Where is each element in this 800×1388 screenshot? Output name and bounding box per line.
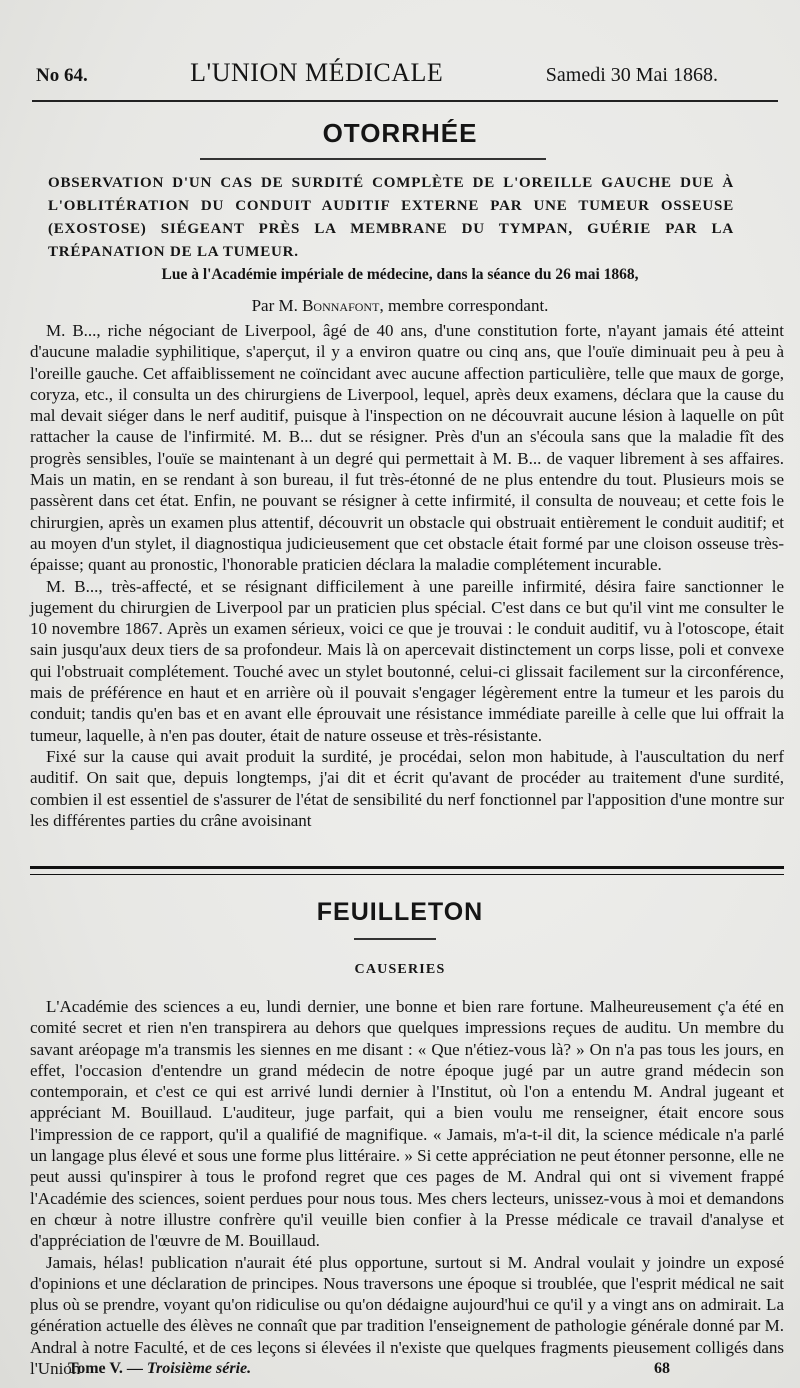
feuilleton-body	[30, 996, 784, 1379]
feuilleton-heading: CAUSERIES	[354, 962, 446, 977]
page-number: 68	[654, 1360, 670, 1377]
feuilleton-title: FEUILLETON	[316, 898, 484, 926]
footer-volume	[68, 1360, 251, 1378]
feuilleton-paragraph: L'Académie des sciences a eu, lundi dernier, une bonne et bien rare fortune. Malheureusement ç'a été en comité secret et rien n'en transpirera au dehors que quelques impressions reçues de auditu. Un membre du savant aréopage m'a transmis les siennes en me disant : « Que n'étiez-vous là? » On n'a pas tous les jours, en effet, l'occasion d'entendre un grand médecin de notre époque jugé par un autre grand médecin son contemporain, et c'est ce qui est arrivé lundi dernier à l'Institut, où l'on a entendu M. Andral jugeant et appréciant M. Bouillaud. L'auditeur, juge parfait, qui a bien voulu me renseigner, était encore sous l'impression de ce rapport, qu'il a qualifié de magnifique. « Jamais, m'a-t-il dit, la science médicale n'a parlé un langage plus élevé et sous une forme plus littéraire. » Si cette appréciation ne peut étonner personne, elle ne peut aussi qu'inspirer à tous le profond regret que ces pages de M. Andral qui ont si vivement frappé l'Académie des sciences, soient perdues pour nous tous. Mes chers lecteurs, unissez-vous à moi et demandons en chœur à notre illustre confrère qu'il veuille bien confier à la Presse médicale ce travail d'analyse et d'appréciation de l'œuvre de M. Bouillaud.	[30, 997, 784, 1251]
article-title: OTORRHÉE	[322, 118, 478, 148]
reading-note: Lue à l'Académie impériale de médecine, dans la séance du 26 mai 1868,	[161, 266, 639, 283]
issue-date: Samedi 30 Mai 1868.	[545, 64, 718, 86]
article-title-rule	[200, 158, 546, 160]
feuilleton-title-rule	[354, 938, 436, 940]
author-name: Bonnafont	[302, 296, 380, 315]
section-divider	[30, 866, 784, 875]
journal-title: L'UNION MÉDICALE	[190, 58, 444, 87]
author-suffix: , membre correspondant.	[379, 296, 549, 315]
feuilleton-paragraph: Jamais, hélas! publication n'aurait été plus opportune, surtout si M. Andral voulait y joindre un exposé d'opinions et une déclaration de principes. Nous traversons une époque si troublée, que l'esprit médical ne sait plus où se prendre, voyant qu'on ridiculise ou qu'on dédaigne aujourd'hui ce qu'il y a vingt ans on admirait. La génération actuelle des élèves ne connaît que par tradition l'enseignement de pathologie générale donné par M. Andral à notre Faculté, et de ces leçons si élevées il n'existe que quelques fragments pieusement colligés dans l'Union	[30, 1252, 784, 1379]
article-body	[30, 320, 784, 831]
series-label: Troisième série.	[146, 1360, 252, 1377]
issue-number: No 64.	[36, 65, 88, 86]
page-header	[36, 58, 718, 88]
article-subtitle: OBSERVATION D'UN CAS DE SURDITÉ COMPLÈTE DE L'OREILLE GAUCHE DUE À L'OBLITÉRATION DU CONDUIT AUDITIF EXTERNE PAR UNE TUMEUR OSSEUSE (EXOSTOSE) SIÉGEANT PRÈS LA MEMBRANE DU TYMPAN, GUÉRIE PAR LA TRÉPANATION DE LA TUMEUR.	[48, 175, 734, 260]
article-paragraph: M. B..., très-affecté, et se résignant difficilement à une pareille infirmité, désira faire sanctionner le jugement du chirurgien de Liverpool par un praticien plus spécial. C'est dans ce but qu'il vint me consulter le 10 novembre 1867. Après un examen sérieux, voici ce que je trouvai : le conduit auditif, vu à l'otoscope, était sain jusqu'aux deux tiers de sa profondeur. Mais là on apercevait distinctement un corps lisse, poli et convexe qui l'obstruait complétement. Touché avec un stylet boutonné, celui-ci glissait facilement sur la circonférence, mais de préférence en haut et en arrière où il pouvait s'engager légèrement entre la tumeur et les parois du conduit; tandis qu'en bas et en avant elle éprouvait une résistance immédiate pareille à celle que lui offrait la tumeur, laquelle, à n'en pas douter, était de nature osseuse et très-résistante.	[30, 576, 784, 745]
article-paragraph: Fixé sur la cause qui avait produit la surdité, je procédai, selon mon habitude, à l'auscultation du nerf auditif. On sait que, depuis longtemps, j'ai dit et écrit qu'avant de procéder au traitement d'une surdité, combien il est essentiel de s'assurer de l'état de sensibilité du nerf fonctionnel par l'apposition d'une montre sur les différentes parties du crâne avoisinant	[30, 746, 784, 830]
header-rule	[32, 100, 778, 102]
volume-label: Tome V. —	[68, 1360, 147, 1377]
author-line	[0, 296, 800, 316]
page-footer	[68, 1360, 670, 1378]
author-prefix: Par M.	[251, 296, 298, 315]
article-paragraph: M. B..., riche négociant de Liverpool, âgé de 40 ans, d'une constitution forte, n'ayant jamais été atteint d'aucune maladie syphilitique, s'aperçut, il y a environ quatre ou cinq ans, que l'ouïe diminuait peu à peu à l'oreille gauche. Cet affaiblissement ne coïncidant avec aucune affection particulière, telle que maux de gorge, coryza, etc., il consulta un des chirurgiens de Liverpool, lequel, après deux examens, déclara que la cause du mal devait siéger dans le nerf auditif, puisque à l'inspection on ne découvrait aucune lésion à laquelle on pût rattacher la cause de l'infirmité. M. B... dut se résigner. Près d'un an s'écoula sans que la maladie fît des progrès sensibles, l'ouïe se maintenant à un degré qui permettait à M. B... de vaquer librement à ses affaires. Mais un matin, en se rendant à son bureau, il fut très-étonné de ne plus entendre du tout. Plusieurs mois se passèrent dans cet état. Enfin, ne pouvant se résigner à cette infirmité, il consulta de nouveau; et cette fois le chirurgien, après un examen plus attentif, découvrit un obstacle qui obstruait entièrement le conduit auditif; et au moyen d'un stylet, il diagnostiqua judicieusement que cet obstacle était formé par une cloison osseuse très-épaisse; quant au pronostic, l'honorable praticien déclara la maladie complétement incurable.	[30, 321, 784, 575]
